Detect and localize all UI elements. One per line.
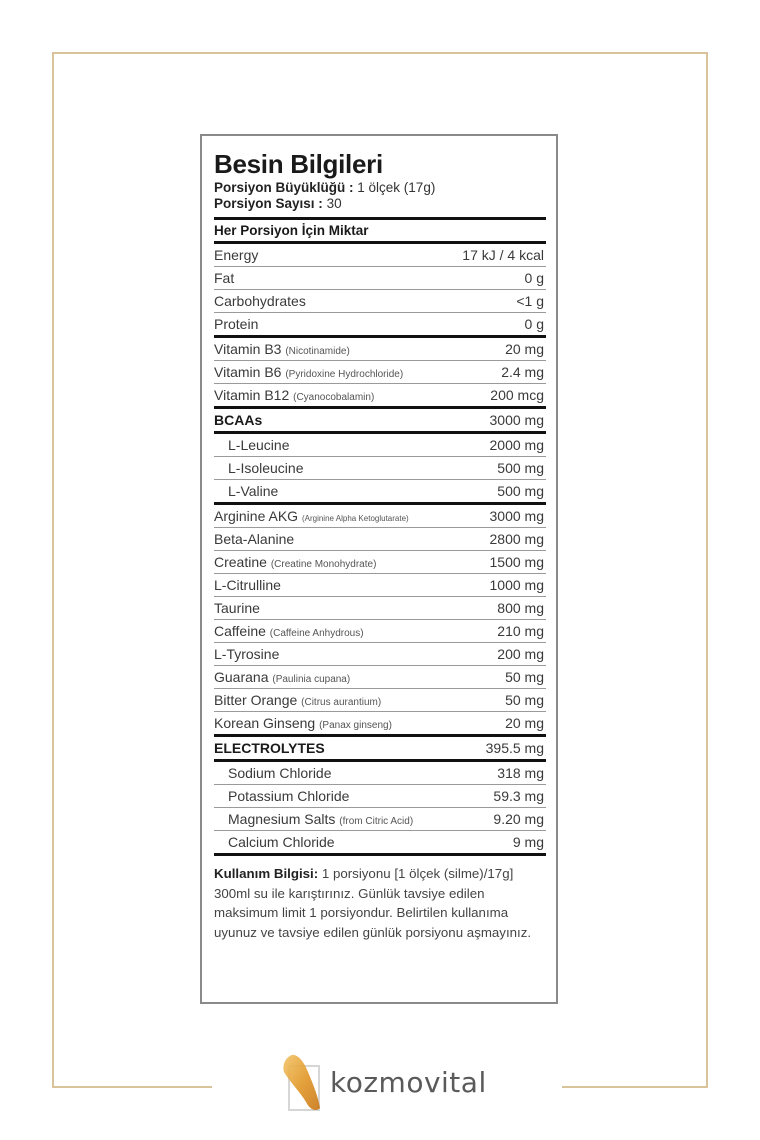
nutrition-facts-label — [200, 134, 558, 1004]
nutrient-name-text: L-Tyrosine — [214, 646, 280, 662]
nutrient-name — [214, 834, 335, 850]
nutrient-name-text: L-Leucine — [228, 437, 290, 453]
frame-top-border — [52, 52, 708, 54]
frame-left-border — [52, 52, 54, 1087]
nutrient-source: (Caffeine Anhydrous) — [269, 628, 364, 639]
nutrient-name-text: Sodium Chloride — [228, 765, 332, 781]
nutrient-amount: 1500 mg — [489, 554, 544, 570]
serving-size-label: Porsiyon Büyüklüğü : — [214, 180, 354, 195]
nutrient-source: (Panax ginseng) — [319, 720, 392, 731]
servings-per-container — [214, 196, 546, 212]
nutrient-name — [214, 247, 258, 263]
nutrient-name — [214, 669, 350, 685]
nutrient-name — [214, 788, 349, 804]
brand-name: kozmovital — [330, 1066, 487, 1099]
nutrient-row — [214, 620, 546, 642]
nutrient-name-text: Fat — [214, 270, 235, 286]
frame-bottom-left-border — [52, 1086, 212, 1088]
nutrient-row — [214, 643, 546, 665]
nutrient-row — [214, 290, 546, 312]
nutrient-source: (Nicotinamide) — [285, 346, 350, 357]
nutrient-row — [214, 831, 546, 853]
frame-right-border — [706, 52, 708, 1087]
serving-size-value: 1 ölçek (17g) — [357, 180, 436, 195]
nutrient-name — [214, 715, 392, 731]
nutrient-name-text: Energy — [214, 247, 259, 263]
nutrient-row — [214, 689, 546, 711]
nutrient-name-text: Beta-Alanine — [214, 531, 295, 547]
nutrient-amount: 2000 mg — [489, 437, 544, 453]
nutrient-name-text: Creatine — [214, 554, 267, 570]
nutrient-name-text: Vitamin B6 — [214, 364, 282, 380]
nutrient-name-text: Guarana — [214, 669, 269, 685]
nutrient-amount: 9 mg — [512, 834, 544, 850]
nutrient-amount: 50 mg — [505, 692, 544, 708]
nutrient-amount: 318 mg — [497, 765, 544, 781]
nutrient-row — [214, 808, 546, 830]
nutrient-name — [214, 623, 364, 639]
nutrient-name — [214, 811, 413, 827]
nutrient-row — [214, 434, 546, 456]
nutrient-row — [214, 666, 546, 688]
nutrient-row — [214, 505, 546, 527]
nutrient-source: (Paulinia cupana) — [272, 674, 351, 685]
nutrient-name — [214, 270, 234, 286]
nutrient-amount: 20 mg — [505, 715, 544, 731]
nutrient-name-text: Calcium Chloride — [228, 834, 335, 850]
nutrient-name-text: L-Valine — [228, 483, 279, 499]
nutrient-row — [214, 267, 546, 289]
nutrient-name-text: Vitamin B12 — [214, 387, 290, 403]
nutrient-row — [214, 762, 546, 784]
nutrient-name — [214, 531, 294, 547]
nutrient-amount: 0 g — [524, 270, 544, 286]
nutrient-amount: 200 mcg — [490, 387, 544, 403]
nutrient-amount: 500 mg — [497, 483, 544, 499]
nutrient-amount: 500 mg — [497, 460, 544, 476]
nutrient-name — [214, 364, 403, 380]
nutrient-amount: 2.4 mg — [501, 364, 544, 380]
servings-value: 30 — [326, 196, 342, 211]
frame-bottom-right-border — [562, 1086, 708, 1088]
nutrient-amount: 200 mg — [497, 646, 544, 662]
nutrient-name-text: Potassium Chloride — [228, 788, 350, 804]
brush-stroke-icon — [278, 1052, 328, 1114]
nutrient-name-text: Caffeine — [214, 623, 266, 639]
nutrient-name-text: Protein — [214, 316, 259, 332]
nutrient-name — [214, 412, 262, 428]
servings-label: Porsiyon Sayısı : — [214, 196, 323, 211]
nutrient-row — [214, 528, 546, 550]
nutrient-name — [214, 341, 350, 357]
nutrient-row — [214, 457, 546, 479]
nutrient-name — [214, 740, 325, 756]
nutrient-name-text: Taurine — [214, 600, 260, 616]
nutrient-name — [214, 600, 260, 616]
nutrient-name-text: ELECTROLYTES — [214, 740, 325, 756]
nutrient-amount: 9.20 mg — [493, 811, 544, 827]
nutrient-amount: 210 mg — [497, 623, 544, 639]
nutrient-name-text: Bitter Orange — [214, 692, 298, 708]
nutrient-name-text: Arginine AKG — [214, 508, 299, 524]
nutrient-source: (Citrus aurantium) — [301, 697, 382, 708]
nutrient-name — [214, 387, 374, 403]
nutrient-row — [214, 785, 546, 807]
nutrient-name — [214, 293, 306, 309]
nutrient-row — [214, 551, 546, 573]
nutrient-amount: <1 g — [516, 293, 544, 309]
nutrient-row — [214, 361, 546, 383]
usage-info — [214, 856, 546, 942]
nutrient-name-text: Vitamin B3 — [214, 341, 282, 357]
nutrient-group-row — [214, 737, 546, 759]
nutrient-name-text: Carbohydrates — [214, 293, 306, 309]
nutrient-name — [214, 646, 279, 662]
nutrient-name — [214, 765, 332, 781]
nutrient-amount: 17 kJ / 4 kcal — [462, 247, 544, 263]
usage-text: 1 porsiyonu [1 ölçek (silme)/17g] 300ml su ile karıştırınız. Günlük tavsiye edilen maksimum limit 1 porsiyondur. Belirtilen kullanıma uyunuz ve tavsiye edilen günlük porsiyonu aşmayınız. — [214, 866, 532, 940]
nutrient-row — [214, 574, 546, 596]
nutrient-amount: 3000 mg — [489, 412, 544, 428]
nutrient-row — [214, 480, 546, 502]
nutrient-source: (Creatine Monohydrate) — [270, 559, 377, 570]
nutrient-amount: 20 mg — [505, 341, 544, 357]
nutrient-row — [214, 313, 546, 335]
nutrient-amount: 2800 mg — [489, 531, 544, 547]
nutrient-amount: 800 mg — [497, 600, 544, 616]
per-serving-header: Her Porsiyon İçin Miktar — [214, 223, 369, 238]
serving-size — [214, 180, 546, 196]
nutrient-source: (Pyridoxine Hydrochloride) — [285, 369, 404, 380]
label-content — [214, 136, 546, 942]
nutrient-name — [214, 437, 290, 453]
nutrient-row — [214, 712, 546, 734]
nutrient-amount: 3000 mg — [489, 508, 544, 524]
nutrient-name — [214, 316, 258, 332]
nutrient-source: (from Citric Acid) — [339, 816, 414, 827]
nutrient-group-row — [214, 409, 546, 431]
nutrient-name-text: Korean Ginseng — [214, 715, 316, 731]
nutrient-name — [214, 692, 381, 708]
nutrient-row — [214, 384, 546, 406]
nutrient-source: (Arginine Alpha Ketoglutarate) — [301, 514, 409, 523]
nutrient-name — [214, 577, 281, 593]
nutrient-row — [214, 338, 546, 360]
nutrient-name-text: L-Citrulline — [214, 577, 281, 593]
nutrient-amount: 0 g — [524, 316, 544, 332]
nutrient-source: (Cyanocobalamin) — [293, 392, 375, 403]
nutrient-name-text: BCAAs — [214, 412, 263, 428]
brand-logo — [278, 1052, 508, 1116]
nutrient-sections — [214, 244, 546, 856]
nutrient-amount: 59.3 mg — [493, 788, 544, 804]
nutrient-row — [214, 597, 546, 619]
nutrient-name — [214, 554, 376, 570]
nutrient-name-text: Magnesium Salts — [228, 811, 336, 827]
nutrient-amount: 395.5 mg — [485, 740, 544, 756]
nutrient-amount: 1000 mg — [489, 577, 544, 593]
nutrient-name — [214, 460, 304, 476]
usage-label: Kullanım Bilgisi: — [214, 866, 319, 881]
nutrient-name — [214, 483, 278, 499]
label-title: Besin Bilgileri — [214, 149, 383, 179]
nutrient-name — [214, 508, 409, 524]
nutrient-row — [214, 244, 546, 266]
serving-info — [214, 180, 546, 212]
nutrient-amount: 50 mg — [505, 669, 544, 685]
nutrient-name-text: L-Isoleucine — [228, 460, 304, 476]
